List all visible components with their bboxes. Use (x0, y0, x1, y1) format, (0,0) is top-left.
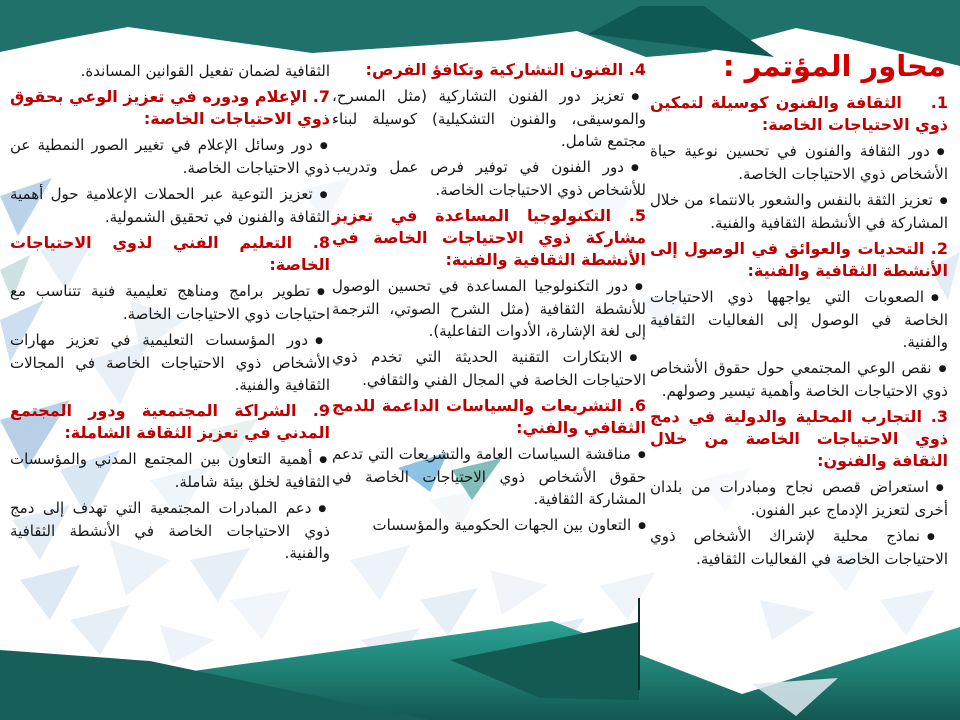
topic-heading: 6. التشريعات والسياسات الداعمة للدمج الثقافي والفني: (332, 396, 646, 437)
topic-heading: 9. الشراكة المجتمعية ودور المجتمع المدني في تعزيز الثقافة الشاملة: (10, 401, 330, 442)
bullet-text: التعاون بين الجهات الحكومية والمؤسسات (372, 516, 632, 534)
bullet-item (650, 357, 948, 402)
bullet-text: تطوير برامج ومناهج تعليمية فنية تتناسب مع احتياجات ذوي الاحتياجات الخاصة. (10, 282, 330, 323)
bullet-text: تعزيز التوعية عبر الحملات الإعلامية حول أهمية الثقافة والفنون في تحقيق الشمولية. (10, 185, 330, 226)
bullet-item (650, 140, 948, 185)
bullet-text: استعراض قصص نجاح ومبادرات من بلدان أخرى لتعزيز الإدماج عبر الفنون. (650, 478, 948, 520)
bullet-icon: ● (926, 532, 948, 543)
bullet-item (10, 134, 330, 179)
bullet-item (650, 476, 948, 521)
column-right (650, 48, 948, 574)
bullet-icon: ● (316, 287, 330, 297)
topic-heading: 3. التجارب المحلية والدولية في دمج ذوي الاحتياجات الخاصة من خلال الثقافة والفنون: (650, 407, 948, 471)
bullet-item (650, 286, 948, 353)
bullet-item (10, 329, 330, 396)
bullet-icon: ● (319, 141, 331, 151)
bullet-item (10, 497, 330, 564)
bullet-text: تعزيز دور الفنون التشاركية (مثل المسرح، والموسيقى، والفنون التشكيلية) كوسيلة لبناء مجتمع شامل. (332, 87, 646, 150)
bullet-item (10, 280, 330, 325)
bullet-icon: ● (635, 282, 646, 292)
topic-heading: 7. الإعلام ودوره في تعزيز الوعي بحقوق ذوي الاحتياجات الخاصة: (10, 87, 330, 128)
topic-heading: 1. الثقافة والفنون كوسيلة لتمكين ذوي الاحتياجات الخاصة: (650, 93, 948, 135)
bullet-text: دور التكنولوجيا المساعدة في تحسين الوصول للأنشطة الثقافية (مثل الشرح الصوتي، الترجمة إلى لغة الإشارة، الأدوات التفاعلية). (332, 277, 646, 340)
bullet-item (10, 183, 330, 228)
bullet-text: تعزيز الثقة بالنفس والشعور بالانتماء من خلال المشاركة في الأنشطة الثقافية والفنية. (650, 191, 948, 233)
bullet-icon: ● (638, 521, 646, 531)
topic-heading: 4. الفنون التشاركية وتكافؤ الفرص: (365, 60, 646, 79)
bullet-item (650, 525, 948, 570)
bottom-banner (0, 621, 960, 720)
bullet-text: أهمية التعاون بين المجتمع المدني والمؤسسات الثقافية لخلق بيئة شاملة. (10, 450, 330, 491)
column-middle (332, 57, 646, 541)
bullet-icon: ● (935, 483, 948, 494)
bullet-icon: ● (319, 190, 330, 200)
bullet-text: دور وسائل الإعلام في تغيير الصور النمطية عن ذوي الاحتياجات الخاصة. (10, 136, 330, 177)
bullet-icon: ● (318, 504, 331, 514)
bullet-item (332, 514, 646, 537)
continuation-text: الثقافية لضمان تفعيل القوانين المساندة. (80, 62, 330, 80)
bullet-text: مناقشة السياسات العامة والتشريعات التي تدعم حقوق الأشخاص ذوي الاحتياجات الخاصة في المشاركة الثقافية. (332, 445, 646, 508)
bullet-text: الابتكارات التقنية الحديثة التي تخدم ذوي الاحتياجات الخاصة في المجال الفني والثقافي. (332, 348, 646, 389)
bullet-text: نماذج محلية لإشراك الأشخاص ذوي الاحتياجات الخاصة في الفعاليات الثقافية. (650, 527, 948, 569)
bullet-icon: ● (319, 455, 330, 465)
bullet-text: دور الثقافة والفنون في تحسين نوعية حياة الأشخاص ذوي الاحتياجات الخاصة. (650, 142, 948, 184)
topic-heading: 8. التعليم الفني لذوي الاحتياجات الخاصة: (10, 233, 330, 274)
bullet-item (332, 85, 646, 152)
slide-title: محاور المؤتمر : (722, 49, 946, 83)
bullet-text: الصعوبات التي يواجهها ذوي الاحتياجات الخاصة في الوصول إلى الفعاليات الثقافية والفنية. (650, 288, 948, 352)
bullet-text: نقص الوعي المجتمعي حول حقوق الأشخاص ذوي الاحتياجات الخاصة وأهمية تيسير وصولهم. (650, 359, 948, 401)
bullet-item (332, 443, 646, 510)
bullet-icon: ● (938, 364, 949, 375)
bullet-icon: ● (931, 293, 948, 304)
bullet-item (332, 346, 646, 391)
bullet-icon: ● (630, 163, 647, 173)
bullet-icon: ● (629, 353, 646, 363)
bullet-icon: ● (315, 336, 331, 346)
topic-heading: 2. التحديات والعوائق في الوصول إلى الأنشطة الثقافية والفنية: (650, 239, 948, 281)
bullet-item (10, 448, 330, 493)
bullet-icon: ● (631, 92, 647, 102)
bullet-icon: ● (936, 147, 948, 158)
bullet-icon: ● (637, 450, 646, 460)
bullet-item (332, 275, 646, 342)
bullet-text: دور الفنون في توفير فرص عمل وتدريب للأشخاص ذوي الاحتياجات الخاصة. (332, 158, 646, 199)
bullet-icon: ● (939, 196, 948, 207)
bullet-text: دعم المبادرات المجتمعية التي تهدف إلى دمج ذوي الاحتياجات الخاصة في الأنشطة الثقافية والفنية. (10, 499, 330, 562)
topic-heading: 5. التكنولوجيا المساعدة في تعزيز مشاركة ذوي الاحتياجات الخاصة في الأنشطة الثقافية والفنية: (332, 206, 646, 269)
bullet-text: دور المؤسسات التعليمية في تعزيز مهارات الأشخاص ذوي الاحتياجات الخاصة في المجالات الثقافية والفنية. (10, 331, 330, 394)
bullet-item (650, 189, 948, 234)
column-left (10, 60, 330, 568)
fold-line-decoration (638, 598, 640, 690)
bullet-item (332, 156, 646, 201)
